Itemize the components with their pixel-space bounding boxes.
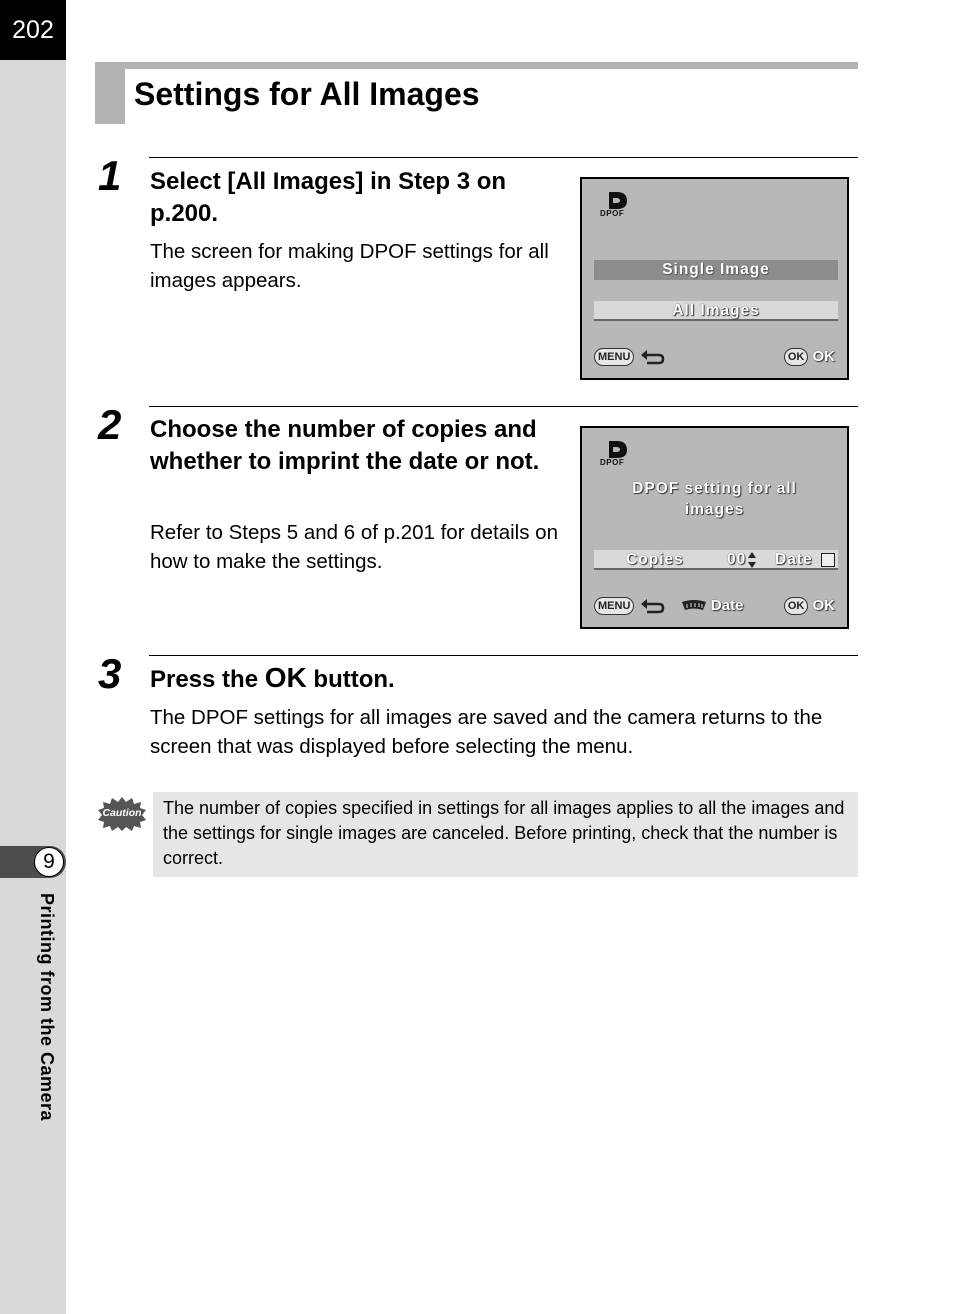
caution-icon-label: Caution [102,807,142,819]
menu-button[interactable]: MENU [594,348,634,366]
camera-screen-2 [580,426,849,629]
ok-label: OK [812,597,835,614]
dial-icon [681,599,707,613]
chapter-label: Printing from the Camera [37,893,57,1122]
camera-screen-1 [580,177,849,380]
screen-2-heading-line1: DPOF setting for all [632,480,797,497]
ok-button-glyph: OK [264,662,307,693]
dpof-icon-label: DPOF [600,458,625,467]
screen-2-footer [594,597,835,617]
ok-label: OK [812,348,835,365]
option-single-image[interactable]: Single Image [594,260,838,280]
page-title: Settings for All Images [134,76,480,112]
step-3-body: The DPOF settings for all images are saved and the camera returns to the screen that was displayed before selecting the menu. [150,706,823,758]
step-2-heading: Choose the number of copies and whether to imprint the date or not. [150,416,540,475]
title-marker [95,62,125,124]
screen-2-heading-line2: images [684,501,745,518]
option-all-images[interactable]: All Images [594,301,838,321]
date-checkbox[interactable] [821,553,835,567]
copies-value[interactable]: 00 [727,551,747,568]
copies-date-row[interactable] [594,550,838,570]
copies-label: Copies [626,551,684,568]
step-2-number: 2 [98,401,122,448]
step-3-rule [149,655,858,656]
step-2-rule [149,406,858,407]
step-3-heading-post: button. [313,666,395,693]
ok-button[interactable]: OK [784,348,809,366]
step-1-heading: Select [All Images] in Step 3 on p.200. [150,168,507,227]
step-3-heading-pre: Press the [150,666,259,693]
step-3-heading [150,662,750,696]
chapter-number: 9 [34,847,64,877]
caution-icon [97,796,147,832]
back-arrow-icon [639,598,665,614]
date-label: Date [775,551,813,568]
screen-1-footer [594,348,835,368]
title-rule [95,62,858,69]
caution-note: The number of copies specified in settings for all images applies to all the images and the settings for single images are canceled. Before printing, check that the number is correct. [153,792,858,877]
step-1-number: 1 [98,152,122,199]
page-number: 202 [0,0,66,60]
menu-button[interactable]: MENU [594,597,634,615]
ok-button[interactable]: OK [784,597,809,615]
step-3-number: 3 [98,650,122,697]
dpof-icon-label: DPOF [600,209,625,218]
step-1-rule [149,157,858,158]
up-down-arrows-icon [747,551,757,569]
dial-date-label: Date [710,597,744,614]
step-1-body: The screen for making DPOF settings for all images appears. [150,240,549,292]
step-2-body: Refer to Steps 5 and 6 of p.201 for details on how to make the settings. [150,521,558,573]
back-arrow-icon [639,349,665,365]
